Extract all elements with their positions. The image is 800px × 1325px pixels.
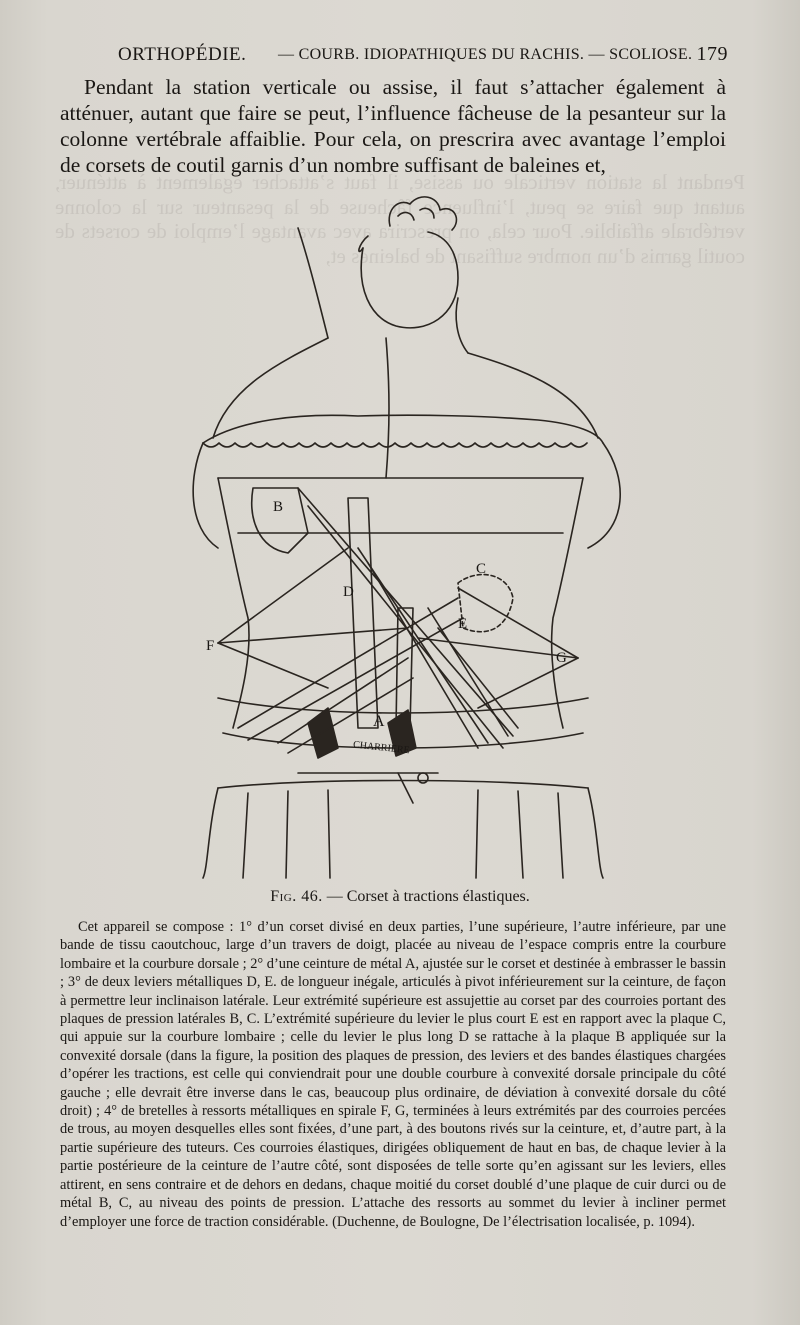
figure-number: Fig. 46. xyxy=(270,888,323,905)
label-f: F xyxy=(206,638,215,654)
header-section: ORTHOPÉDIE. xyxy=(118,44,247,65)
intro-paragraph: Pendant la station verticale ou assise, il faut s’attacher également à atténuer, autant que faire se peut, l’influence fâcheuse de la pesanteur sur la colonne vertébrale affaiblie. Pour cela, on prescrira avec avantage l’emploi de corsets de coutil garnis d’un nombre suffisant de baleines et, xyxy=(60,75,726,177)
page-number: 179 xyxy=(696,43,728,65)
corset-illustration xyxy=(158,188,648,883)
show-through-copy: Pendant la station verticale ou assise, il faut s’attacher également à atténuer, autant que faire se peut, l’influence fâcheuse de la pesanteur sur la colonne vertébrale affaiblie. Pour cela, on prescrira avec avantage l’emploi de corsets de coutil garnis d’un nombre suffisant de baleines et, xyxy=(55,170,745,268)
maker-stamp: CHARRIERE xyxy=(352,739,411,757)
label-e: E xyxy=(458,616,468,632)
running-header xyxy=(118,40,728,72)
figure-caption-text: — Corset à tractions élastiques. xyxy=(326,888,530,905)
label-a: A xyxy=(373,713,385,730)
figure-legend: Cet appareil se compose : 1° d’un corset divisé en deux parties, l’une supérieure, l’autre inférieure, par une bande de tissu caoutchouc, large d’un travers de doigt, placée au niveau de l’espace compris entre la courbure lombaire et la courbure dorsale ; 2° d’une ceinture de métal A, ajustée sur le corset et destinée à embrasser le bassin ; 3° de deux leviers métalliques D, E. de longueur inégale, articulés à pivot inférieurement sur la ceinture, de façon à permettre leur inclinaison latérale. Leur extrémité supérieure est assujettie au corset par des courroies portant des plaques de pression latérales B, C. L’extrémité supérieure du levier le plus court E est en rapport avec la plaque C, qui appuie sur la courbure lombaire ; celle du levier le plus long D se rattache à la plaque B appliquée sur la convexité dorsale (dans la figure, la position des plaques de pression, des leviers et des bandes élastiques chargées d’opérer les tractions, est celle qui conviendrait pour une double courbure à convexité dorsale principale du côté gauche ; elle devrait être inverse dans le cas, beaucoup plus ordinaire, de déviation à convexité dorsale du côté droit) ; 4° de bretelles à ressorts métalliques en spirale F, G, terminées à leurs extrémités par des courroies percées de trous, au moyen desquelles elles sont fixées, d’une part, à des boutons rivés sur la ceinture, et, d’autre part, à la partie supérieure des tuteurs. Ces courroies élastiques, dirigées obliquement de haut en bas, de chaque levier à la partie postérieure de la ceinture de l’autre côté, sont disposées de telle sorte qu’en agissant sur les leviers, elles attirent, en sens contraire et de dehors en dedans, chaque moitié du corset doublé d’une plaque de cuir durci ou de métal B, C, au niveau des points de pression. L’attache des ressorts au sommet du levier à incliner permet d’employer une force de traction considérable. (Duchenne, de Boulogne, De l’électrisation localisée, p. 1094). xyxy=(60,919,726,1230)
label-d: D xyxy=(343,584,354,600)
label-b: B xyxy=(273,499,284,515)
label-c: C xyxy=(476,561,487,577)
header-title: — COURB. IDIOPATHIQUES DU RACHIS. — SCOLIOSE. xyxy=(278,46,693,63)
label-g: G xyxy=(556,650,567,666)
figure-caption xyxy=(0,888,800,906)
corset-drawing xyxy=(158,188,648,883)
